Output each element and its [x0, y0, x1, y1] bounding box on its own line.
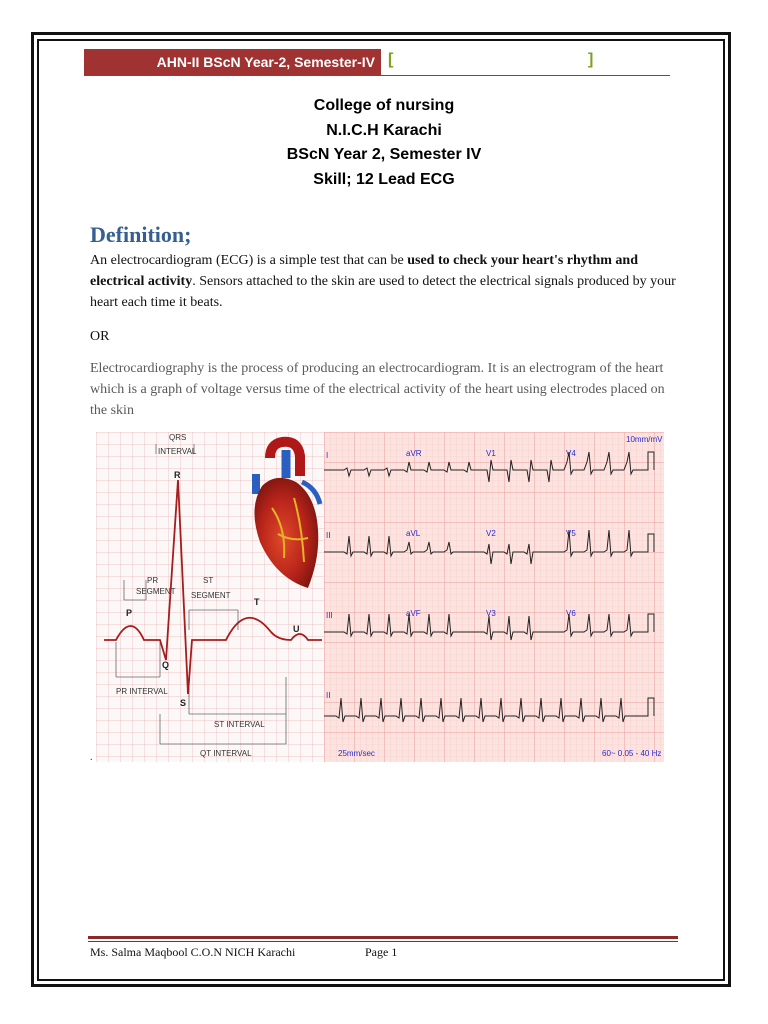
r-wave-label: R	[174, 470, 181, 480]
lead-label-ii-rhythm: II	[326, 691, 331, 700]
lead-label-v1: V1	[486, 449, 496, 458]
lead-label-avl: aVL	[406, 529, 421, 538]
title-line-institute: N.I.C.H Karachi	[326, 121, 442, 139]
p-wave-label: P	[126, 608, 133, 618]
definition-paragraph-1	[90, 250, 680, 313]
title-line-college: College of nursing	[313, 97, 455, 114]
lead-label-avr: aVR	[406, 449, 422, 458]
header-bracket-close: ]	[588, 51, 594, 68]
qrs-label-bottom: INTERVAL	[158, 447, 197, 456]
lead-label-v6: V6	[566, 609, 576, 618]
definition-heading: Definition;	[90, 222, 192, 247]
u-wave-label: U	[293, 624, 300, 634]
footer-rule-thin	[88, 941, 678, 942]
qrs-label-top: QRS	[169, 433, 187, 442]
lead-label-iii: III	[326, 611, 333, 620]
header-bracket-open: [	[388, 51, 394, 68]
title-block	[0, 94, 768, 192]
header-band: AHN-II BScN Year-2, Semester-IV	[84, 49, 381, 75]
lead-label-v2: V2	[486, 529, 496, 538]
filter-label: 60~ 0.05 - 40 Hz	[602, 749, 662, 758]
footer-page-number: Page 1	[365, 945, 398, 959]
footer-rule-thick	[88, 936, 678, 939]
st-segment-label-bottom: SEGMENT	[191, 591, 231, 600]
lead-label-v5: V5	[566, 529, 576, 538]
stray-dot: .	[90, 752, 93, 763]
pr-interval-label: PR INTERVAL	[116, 687, 168, 696]
speed-label: 25mm/sec	[338, 749, 375, 758]
qt-interval-label: QT INTERVAL	[200, 749, 252, 758]
st-interval-label: ST INTERVAL	[214, 720, 265, 729]
or-separator: OR	[90, 329, 110, 344]
s-wave-label: S	[180, 698, 187, 708]
lead-label-i: I	[326, 451, 329, 460]
twelve-lead-ecg	[324, 432, 664, 762]
p1-text-start: An electrocardiogram (ECG) is a simple test that can be	[90, 253, 408, 268]
p1-text-end: . Sensors attached to the skin are used to detect the electrical signals produced by your heart each time it beats.	[90, 274, 676, 310]
footer-author: Ms. Salma Maqbool C.O.N NICH Karachi	[90, 945, 296, 959]
lead-label-avf: aVF	[406, 609, 421, 618]
q-wave-label: Q	[162, 660, 170, 670]
title-line-program: BScN Year 2, Semester IV	[286, 146, 482, 163]
lead-label-v3: V3	[486, 609, 496, 618]
lead-label-v4: V4	[566, 449, 576, 458]
p1-bold-text: used to check your heart's rhythm and electrical activity	[90, 253, 638, 289]
header-rule	[84, 75, 670, 76]
t-wave-label: T	[254, 597, 260, 607]
gain-label: 10mm/mV	[626, 435, 663, 444]
lead-label-ii-top: II	[326, 531, 331, 540]
title-line-skill: Skill; 12 Lead ECG	[313, 170, 455, 188]
ecg-figure	[96, 432, 664, 762]
definition-paragraph-2: Electrocardiography is the process of producing an electrocardiogram. It is an electrogram of the heart which is a graph of voltage versus time of the electrical activity of the heart using electrodes placed on the skin	[90, 361, 665, 418]
pr-segment-label-bottom: SEGMENT	[136, 587, 176, 596]
st-segment-label-top: ST	[203, 576, 214, 585]
pr-segment-label-top: PR	[147, 576, 159, 585]
